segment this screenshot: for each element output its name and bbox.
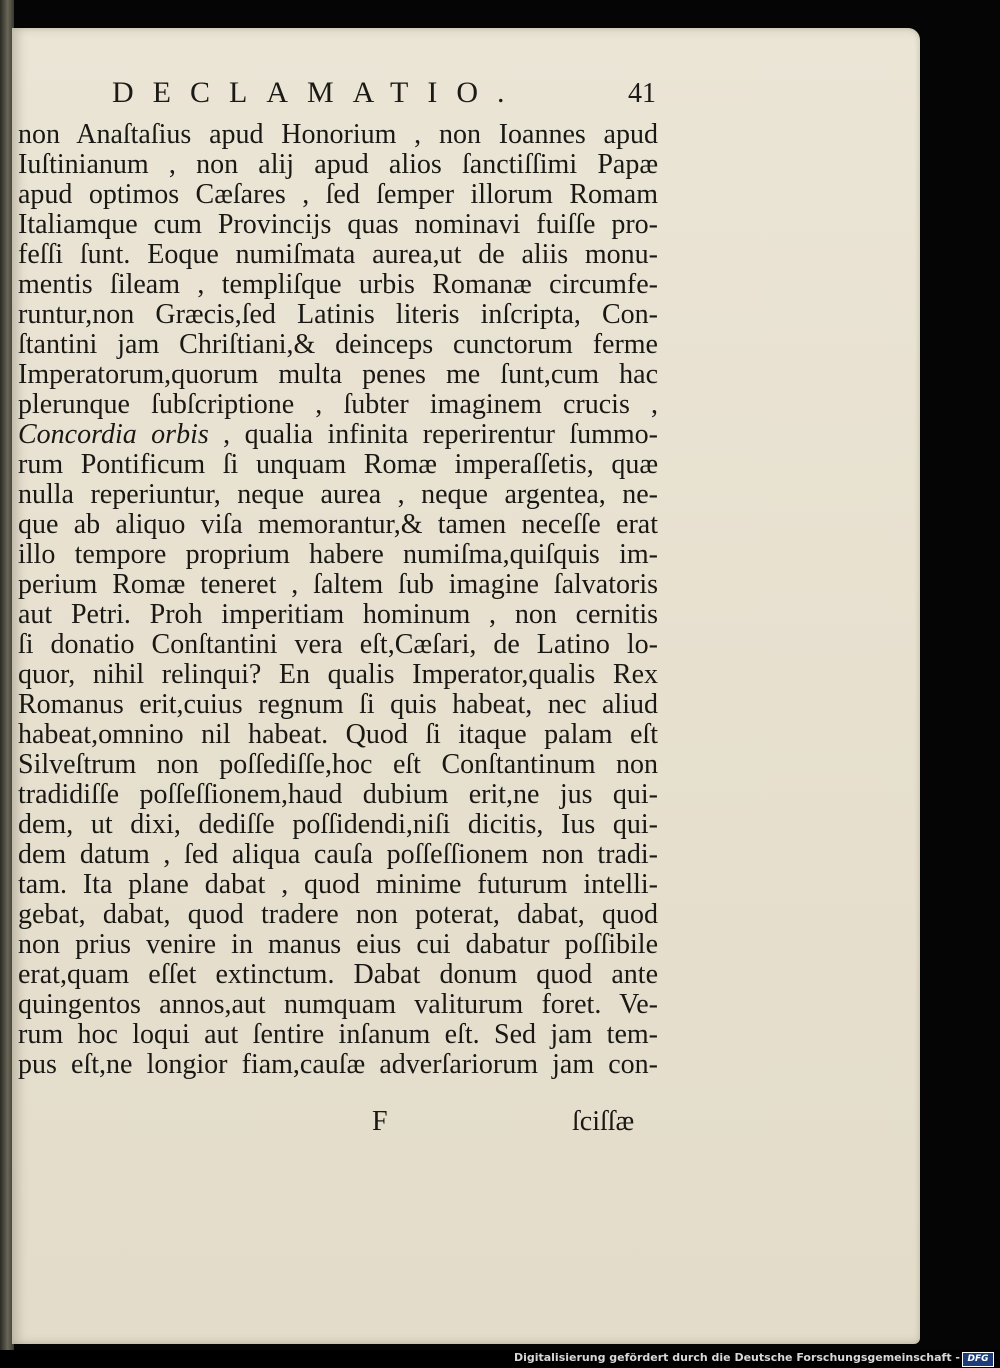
text-run: gebat, dabat, quod tradere non poterat, dabat, quod <box>18 900 658 930</box>
text-run: tradidiſſe poſſeſſionem,haud dubium erit,ne jus qui- <box>18 780 658 810</box>
text-line <box>18 390 658 420</box>
text-run: plerunque ſubſcriptione , ſubter imaginem crucis , <box>18 390 658 420</box>
text-run: mentis ſileam , templiſque urbis Romanæ circumfe- <box>18 270 658 300</box>
text-line <box>18 480 658 510</box>
text-run: non prius venire in manus eius cui dabatur poſſibile <box>18 930 658 960</box>
body-text <box>18 120 658 1110</box>
text-line <box>18 300 658 330</box>
text-line <box>18 450 658 480</box>
text-line <box>18 540 658 570</box>
italic-phrase: Concordia orbis <box>18 420 209 450</box>
text-line <box>18 870 658 900</box>
dfg-logo-icon: DFG <box>962 1352 994 1367</box>
text-line <box>18 690 658 720</box>
text-line <box>18 600 658 630</box>
text-run: erat,quam eſſet extinctum. Dabat donum quod ante <box>18 960 658 990</box>
text-line <box>18 330 658 360</box>
text-line <box>18 240 658 270</box>
text-line <box>18 660 658 690</box>
text-line <box>18 1020 658 1050</box>
text-line <box>18 360 658 390</box>
text-run: non Anaſtaſius apud Honorium , non Ioannes apud <box>18 120 658 150</box>
page-number: 41 <box>628 78 656 109</box>
text-line <box>18 1050 658 1080</box>
text-run: que ab aliquo viſa memorantur,& tamen neceſſe erat <box>18 510 658 540</box>
text-run: habeat,omnino nil habeat. Quod ſi itaque palam eſt <box>18 720 658 750</box>
funding-notice: Digitalisierung gefördert durch die Deutsche Forschungsgemeinschaft - <box>513 1351 960 1364</box>
text-run: runtur,non Græcis,ſed Latinis literis inſcripta, Con- <box>18 300 658 330</box>
text-run: dem, ut dixi, dediſſe poſſidendi,niſi dicitis, Ius qui- <box>18 810 658 840</box>
text-run: aut Petri. Proh imperitiam hominum , non cernitis <box>18 600 658 630</box>
text-line <box>18 120 658 150</box>
text-run: , qualia infinita reperirentur ſummo- <box>208 420 658 450</box>
text-line <box>18 840 658 870</box>
text-run: rum hoc loqui aut ſentire inſanum eſt. Sed jam tem- <box>18 1020 658 1050</box>
text-line <box>18 930 658 960</box>
text-line <box>18 750 658 780</box>
text-run: ſi donatio Conſtantini vera eſt,Cæſari, de Latino lo- <box>18 630 658 660</box>
text-run: Imperatorum,quorum multa penes me ſunt,cum hac <box>18 360 658 390</box>
text-line <box>18 720 658 750</box>
text-line <box>18 180 658 210</box>
text-line <box>18 570 658 600</box>
text-line <box>18 510 658 540</box>
text-run: dem datum , ſed aliqua cauſa poſſeſſionem non tradi- <box>18 840 658 870</box>
text-line <box>18 780 658 810</box>
catchline <box>12 1106 672 1142</box>
text-run: nulla reperiuntur, neque aurea , neque argentea, ne- <box>18 480 658 510</box>
text-run: quingentos annos,aut numquam valiturum foret. Ve- <box>18 990 658 1020</box>
text-line <box>18 990 658 1020</box>
text-run: ſtantini jam Chriſtiani,& deinceps cunctorum ferme <box>18 330 658 360</box>
signature-mark: F <box>372 1106 388 1137</box>
text-run: apud optimos Cæſares , ſed ſemper illorum Romam <box>18 180 658 210</box>
footer-bar <box>0 1350 1000 1368</box>
text-line <box>18 900 658 930</box>
catchword: ſciſſæ <box>572 1106 635 1137</box>
text-run: quor, nihil relinqui? En qualis Imperator,qualis Rex <box>18 660 658 690</box>
text-line <box>18 420 658 450</box>
text-line <box>18 960 658 990</box>
text-run: perium Romæ teneret , ſaltem ſub imagine ſalvatoris <box>18 570 658 600</box>
text-run: pus eſt,ne longior fiam,cauſæ adverſariorum jam con- <box>18 1050 658 1080</box>
text-run: tam. Ita plane dabat , quod minime futurum intelli- <box>18 870 658 900</box>
text-run: Iuſtinianum , non alij apud alios ſanctiſſimi Papæ <box>18 150 658 180</box>
text-run: Silveſtrum non poſſediſſe,hoc eſt Conſtantinum non <box>18 750 658 780</box>
running-head: DECLAMATIO. <box>112 76 524 109</box>
text-line <box>18 630 658 660</box>
text-line <box>18 150 658 180</box>
text-line <box>18 270 658 300</box>
text-run: illo tempore proprium habere numiſma,quiſquis im- <box>18 540 658 570</box>
book-page <box>12 28 920 1344</box>
text-run: Italiamque cum Provincijs quas nominavi fuiſſe pro- <box>18 210 658 240</box>
text-line <box>18 210 658 240</box>
text-run: Romanus erit,cuius regnum ſi quis habeat, nec aliud <box>18 690 658 720</box>
text-run: feſſi ſunt. Eoque numiſmata aurea,ut de aliis monu- <box>18 240 658 270</box>
text-line <box>18 810 658 840</box>
text-run: rum Pontificum ſi unquam Romæ imperaſſetis, quæ <box>18 450 658 480</box>
